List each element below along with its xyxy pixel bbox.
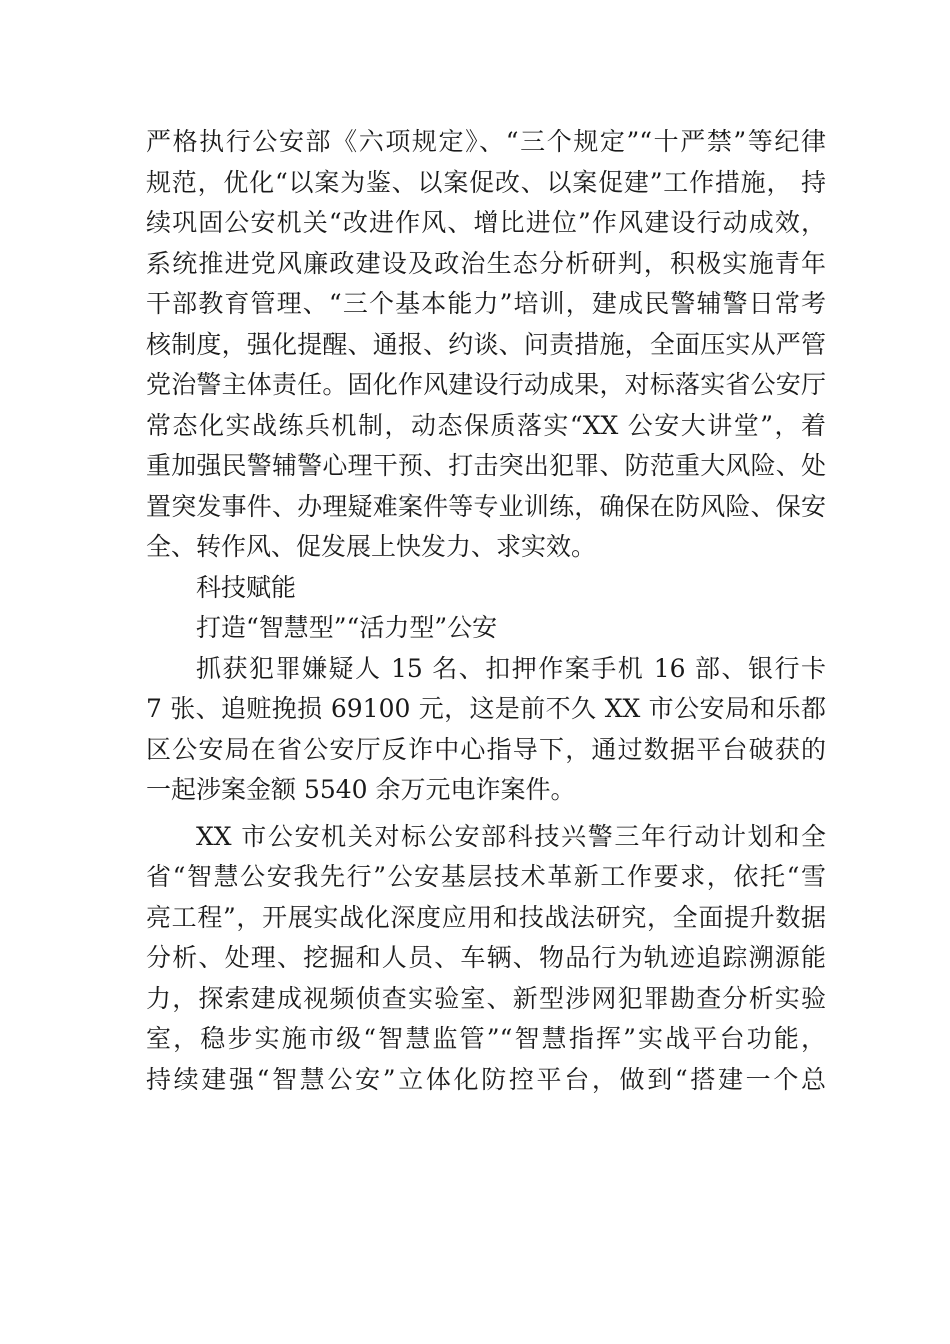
paragraph-discipline: [146, 122, 826, 568]
text-line: 党治警主体责任。固化作风建设行动成果，对标落实省公安厅: [146, 370, 826, 399]
text-line: 续巩固公安机关“改进作风、增比进位”作风建设行动成效，: [146, 208, 826, 237]
text-line: 常态化实战练兵机制，动态保质落实“XX 公安大讲堂”，着: [146, 410, 826, 440]
text-line: 7 张、追赃挽损 69100 元，这是前不久 XX 市公安局和乐都: [146, 694, 826, 723]
document-body: [146, 122, 826, 1100]
text-line: 亮工程”，开展实战化深度应用和技战法研究，全面提升数据: [146, 902, 826, 932]
section-heading: 科技赋能: [196, 572, 297, 602]
text-line: 干部教育管理、“三个基本能力”培训，建成民警辅警日常考: [146, 289, 826, 318]
text-line: 抓获犯罪嫌疑人 15 名、扣押作案手机 16 部、银行卡: [196, 653, 826, 683]
text-line: 规范，优化“以案为鉴、以案促改、以案促建”工作措施， 持: [146, 167, 826, 197]
text-line: 一起涉案金额 5540 余万元电诈案件。: [146, 775, 576, 804]
text-line: 省“智慧公安我先行”公安基层技术革新工作要求，依托“雪: [146, 862, 826, 891]
text-line: 室，稳步实施市级“智慧监管”“智慧指挥”实战平台功能，: [146, 1024, 826, 1053]
section-subheading: 打造“智慧型”“活力型”公安: [196, 613, 498, 642]
text-line: 分析、处理、挖掘和人员、车辆、物品行为轨迹追踪溯源能: [146, 943, 826, 972]
text-line: 严格执行公安部《六项规定》、“三个规定”“十严禁”等纪律: [146, 127, 826, 156]
text-line: 置突发事件、办理疑难案件等专业训练，确保在防风险、保安: [146, 491, 826, 521]
text-line: 系统推进党风廉政建设及政治生态分析研判，积极实施青年: [146, 248, 826, 278]
text-line: 重加强民警辅警心理干预、打击突出犯罪、防范重大风险、处: [146, 451, 826, 480]
text-line: 力，探索建成视频侦查实验室、新型涉网犯罪勘查分析实验: [146, 983, 826, 1013]
text-line: 全、转作风、促发展上快发力、求实效。: [146, 532, 597, 561]
text-line: XX 市公安机关对标公安部科技兴警三年行动计划和全: [196, 821, 826, 851]
text-line: 核制度，强化提醒、通报、约谈、问责措施，全面压实从严管: [146, 329, 826, 359]
paragraph-smart-police: [146, 817, 826, 1101]
text-line: 区公安局在省公安厅反诈中心指导下，通过数据平台破获的: [146, 734, 826, 764]
paragraph-case: [146, 649, 826, 811]
text-line: 持续建强“智慧公安”立体化防控平台，做到“搭建一个总: [146, 1064, 826, 1094]
